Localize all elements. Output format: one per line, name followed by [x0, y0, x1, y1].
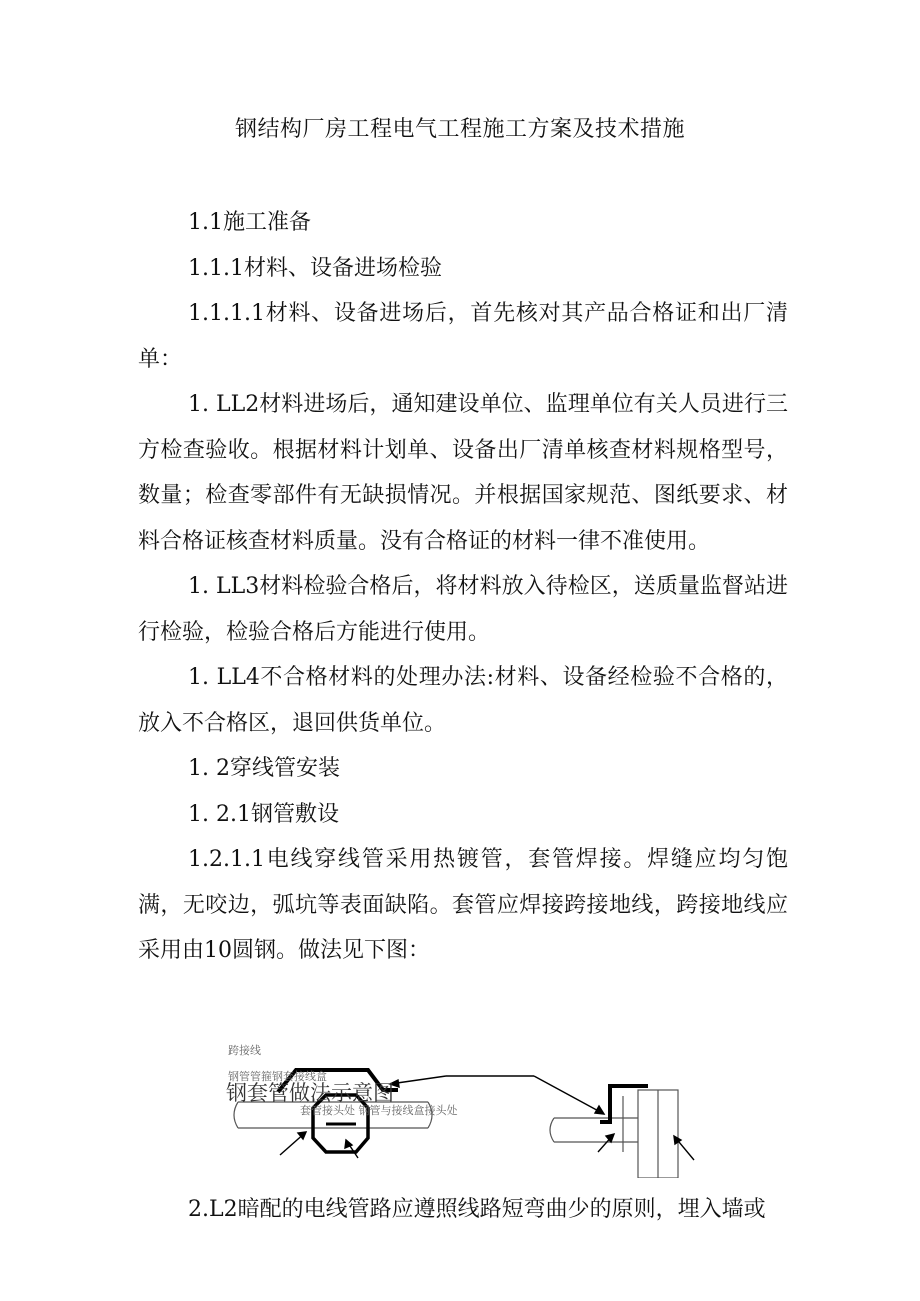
paragraph-ll3: 1. LL3材料检验合格后，将材料放入待检区，送质量监督站进行检验，检验合格后方能进行使用。	[138, 574, 788, 645]
document-title: 钢结构厂房工程电气工程施工方案及技术措施	[234, 117, 685, 142]
label-crossover: 跨接线	[228, 1044, 261, 1057]
paragraph-ll2: 1. LL2材料进场后，通知建设单位、监理单位有关人员进行三方检查验收。根据材料计划单、设备出厂清单核查材料规格型号，数量；检查零部件有无缺损情况。并根据国家规范、图纸要求、材料合格证核查材料质量。没有合格证的材料一律不准使用。	[138, 392, 788, 554]
paragraph-ll4: 1. LL4不合格材料的处理办法:材料、设备经检验不合格的，放入不合格区，退回供货单位。	[138, 665, 788, 736]
heading-construction-prep: 1.1施工准备	[188, 210, 311, 235]
heading-material-inspection: 1.1.1材料、设备进场检验	[188, 255, 442, 281]
heading-steel-pipe-laying: 1. 2.1钢管敷设	[188, 801, 339, 827]
paragraph-1-2-1-1: 1.2.1.1电线穿线管采用热镀管，套管焊接。焊缝应均匀饱满，无咬边，弧坑等表面缺陷。套管应焊接跨接地线，跨接地线应采用由10圆钢。做法见下图：	[138, 847, 788, 963]
right-arrows	[598, 1134, 694, 1160]
right-crossover-drawing	[600, 1086, 648, 1122]
paragraph-2-l2: 2.L2暗配的电线管路应遵照线路短弯曲少的原则，埋入墙或	[188, 1197, 766, 1222]
paragraph-1-1-1-1: 1.1.1.1材料、设备进场后，首先核对其产品合格证和出厂清单：	[138, 301, 788, 372]
heading-conduit-install: 1. 2穿线管安装	[188, 756, 340, 781]
sleeve-diagram-figure	[218, 1040, 696, 1178]
figure-caption: 钢套管做法示意图	[226, 1081, 394, 1105]
sleeve-diagram	[218, 1040, 696, 1178]
label-joint: 套管接头处 钢管与接线盒接头处	[300, 1104, 458, 1117]
leader-line	[446, 1076, 604, 1114]
label-sleeve: 钢管管箍钢套接线盒	[228, 1070, 327, 1083]
body-text	[138, 200, 788, 974]
